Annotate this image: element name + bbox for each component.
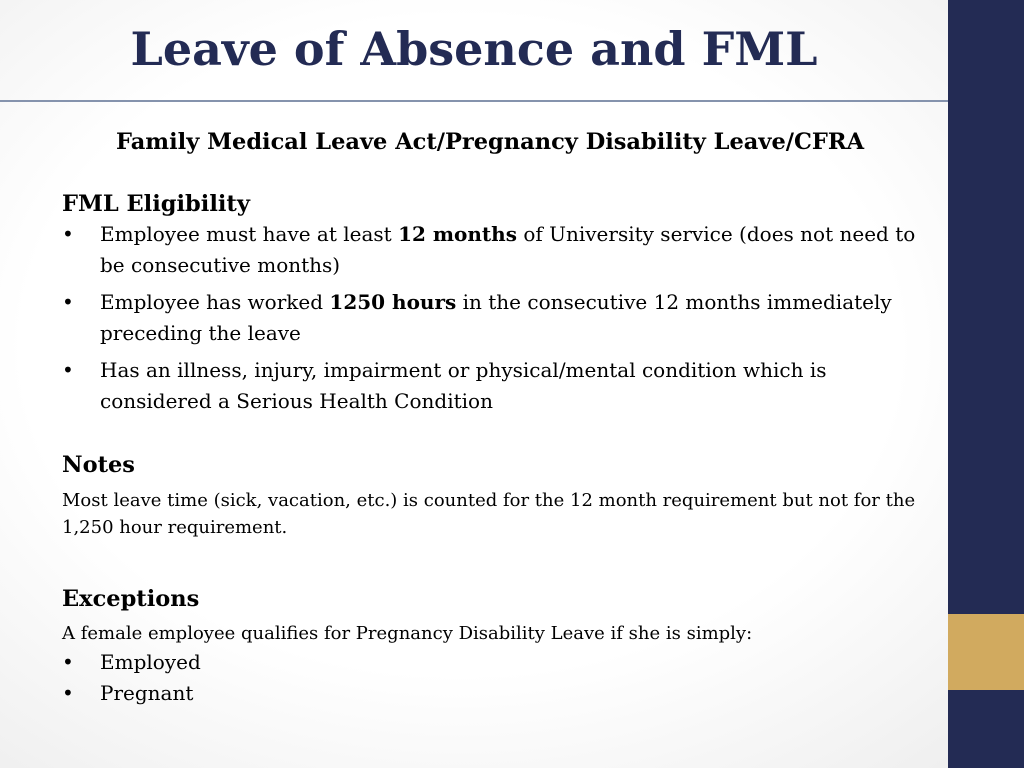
bullet-icon: • xyxy=(62,649,74,674)
exceptions-heading: Exceptions xyxy=(62,585,200,612)
title-divider xyxy=(0,100,948,102)
notes-text: Most leave time (sick, vacation, etc.) is counted for the 12 month requirement but not for the 1,250 hour requirement. xyxy=(62,489,916,538)
sidebar-accent-block xyxy=(948,614,1024,690)
notes-heading: Notes xyxy=(62,452,135,479)
item-text: Employee has worked xyxy=(100,290,330,315)
eligibility-list xyxy=(62,219,932,417)
item-text: of University service (does not need to be consecutive months) xyxy=(100,222,916,278)
list-item xyxy=(62,287,932,349)
list-item xyxy=(62,219,932,281)
item-text: Pregnant xyxy=(100,680,194,705)
list-item xyxy=(62,355,932,417)
item-emphasis: 12 months xyxy=(398,222,517,247)
bullet-icon: • xyxy=(62,358,74,383)
item-text: Employee must have at least xyxy=(100,222,399,247)
eligibility-heading: FML Eligibility xyxy=(62,191,250,217)
slide-title: Leave of Absence and FML xyxy=(130,22,818,76)
list-item xyxy=(62,647,932,678)
bullet-icon: • xyxy=(62,680,74,705)
item-text: Employed xyxy=(100,649,201,674)
item-text: in the consecutive 12 months immediately preceding the leave xyxy=(100,290,892,346)
list-item xyxy=(62,678,932,709)
exceptions-list xyxy=(62,647,932,709)
item-text: Has an illness, injury, impairment or physical/mental condition which is considered a Serious Health Condition xyxy=(100,358,827,414)
bullet-icon: • xyxy=(62,290,74,315)
bullet-icon: • xyxy=(62,222,74,247)
slide-body xyxy=(62,190,932,709)
exceptions-text: A female employee qualifies for Pregnancy Disability Leave if she is simply: xyxy=(62,622,753,644)
item-emphasis: 1250 hours xyxy=(329,290,457,315)
slide-subtitle: Family Medical Leave Act/Pregnancy Disability Leave/CFRA xyxy=(115,129,865,155)
